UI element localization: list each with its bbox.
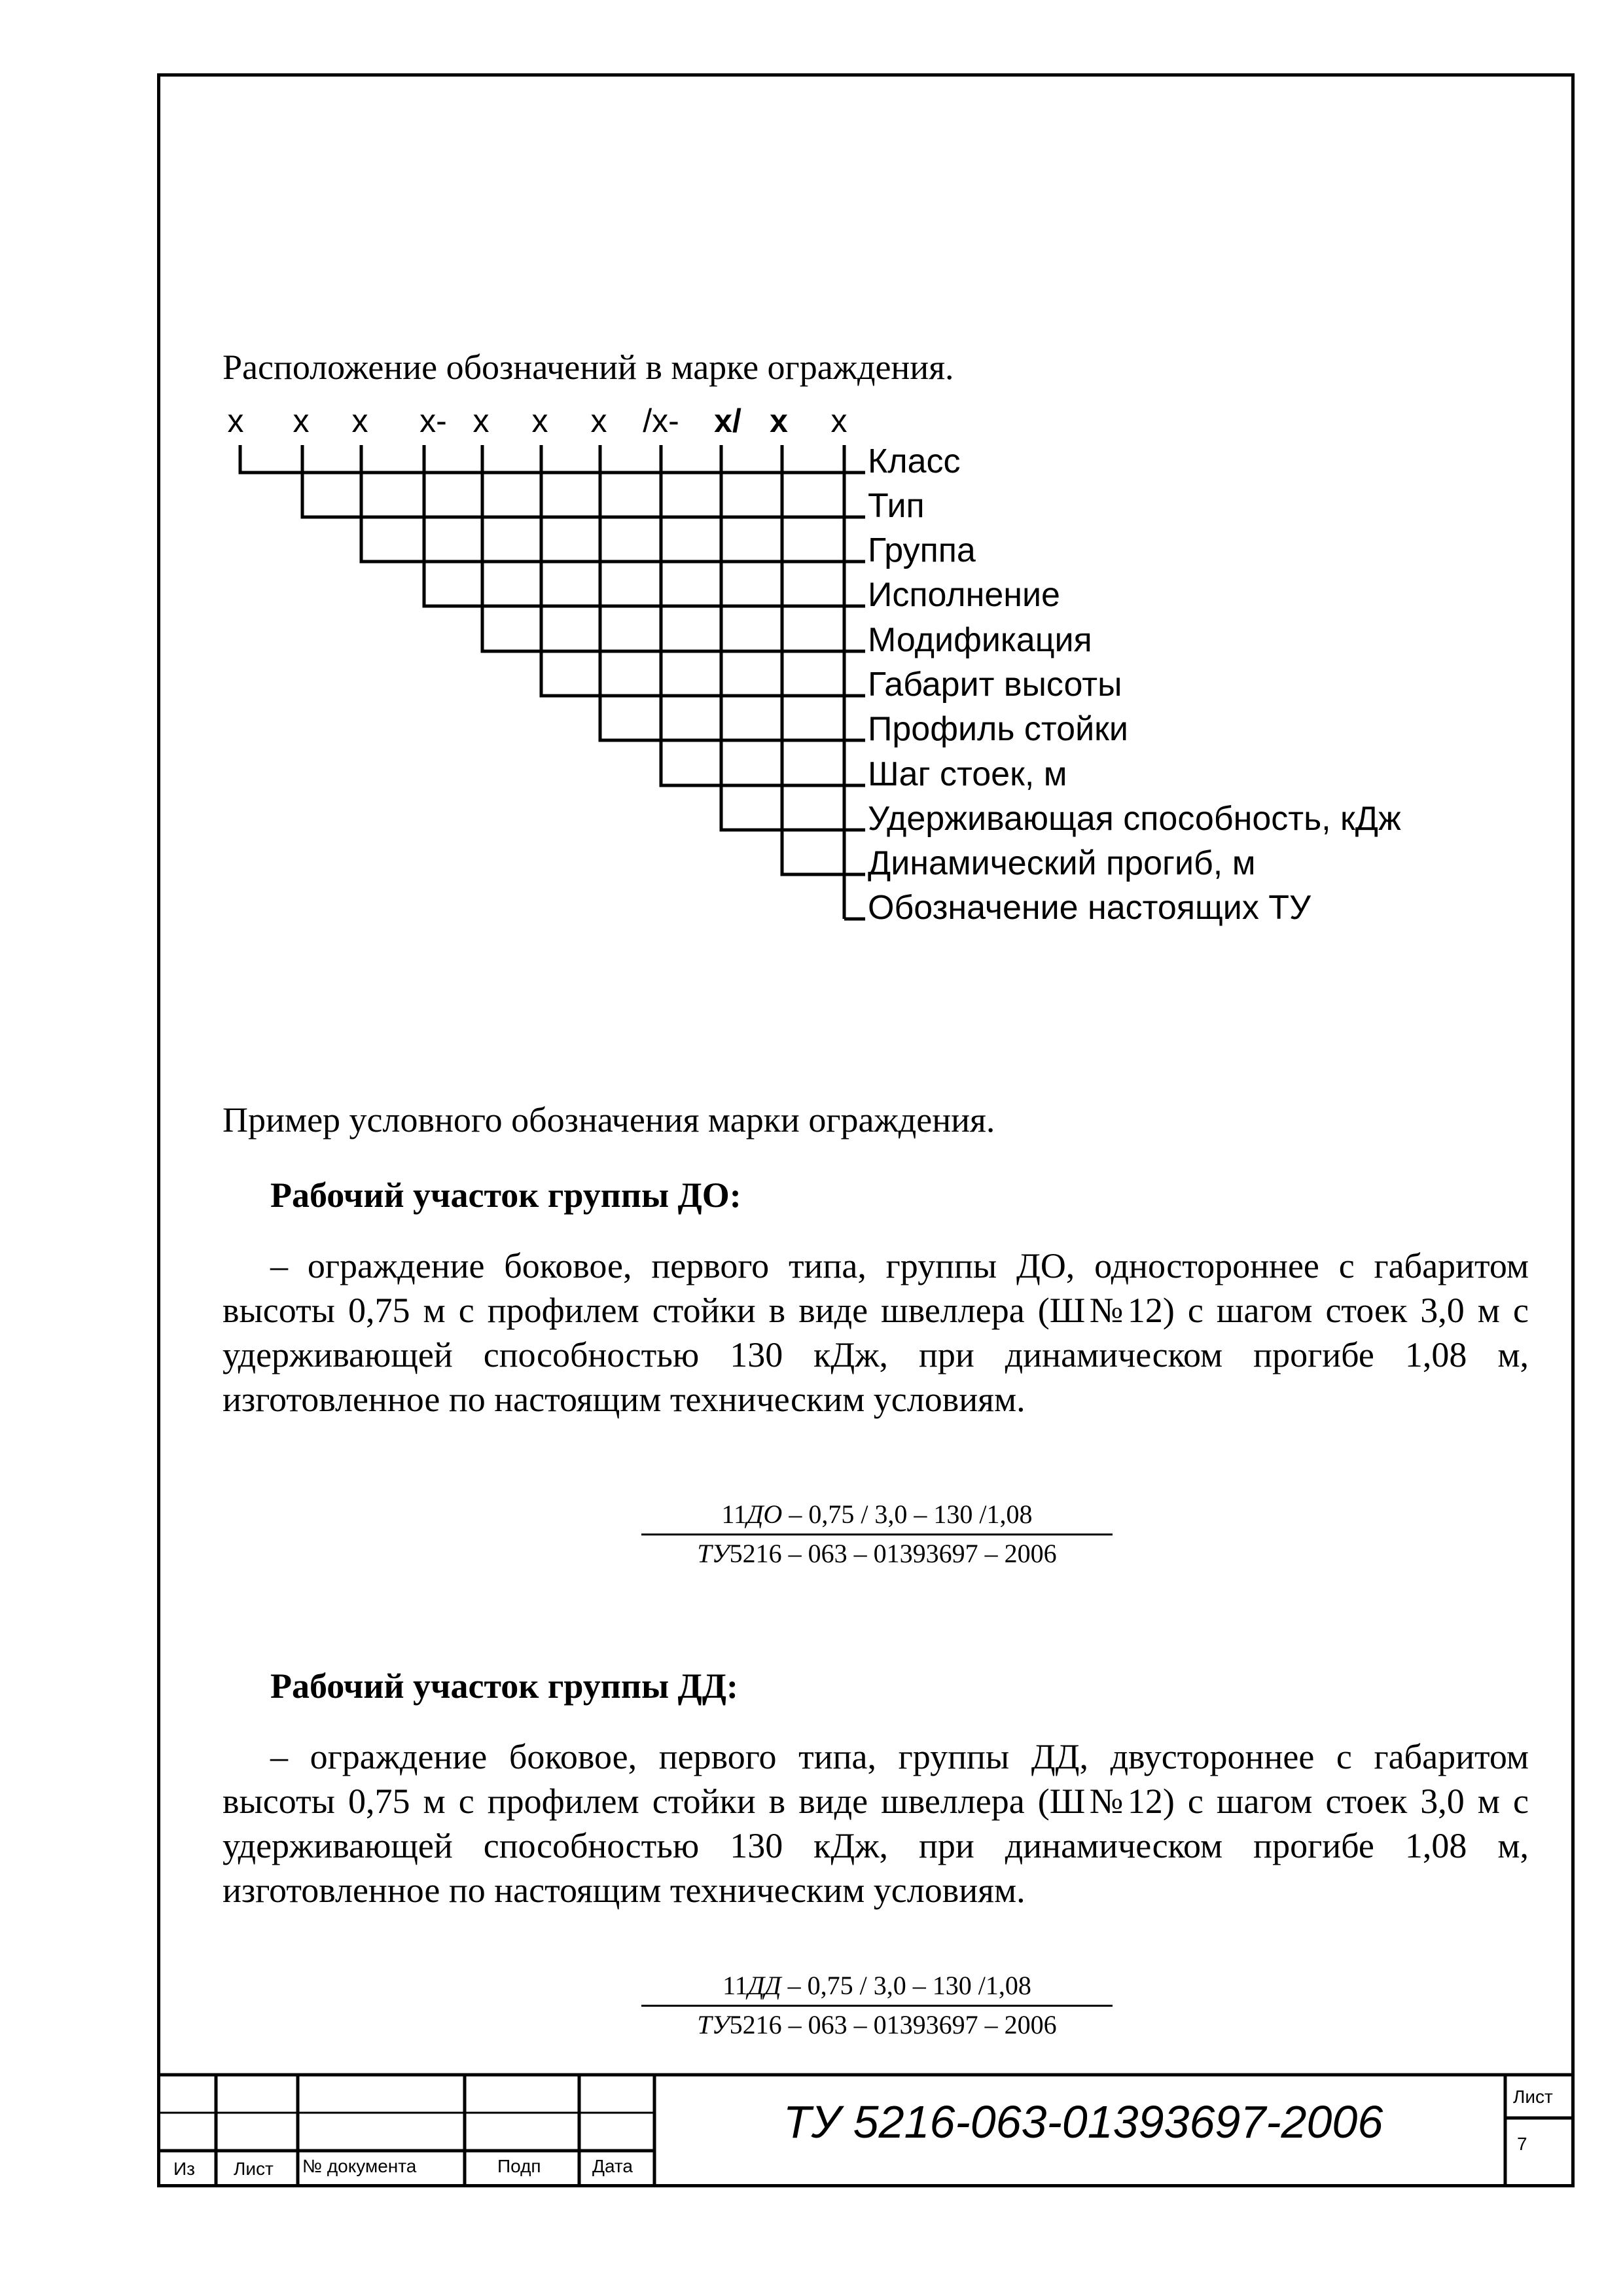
scheme-label: Исполнение bbox=[868, 576, 1060, 614]
tb-col-podp: Подп bbox=[497, 2156, 541, 2176]
scheme-label: Тип bbox=[868, 487, 925, 525]
formula-denominator: ТУ5216 – 063 – 01393697 – 2006 bbox=[641, 2005, 1113, 2040]
placeholder: x bbox=[293, 403, 310, 439]
placeholder: /x- bbox=[643, 403, 679, 439]
placeholder: x bbox=[227, 403, 244, 439]
placeholder: x bbox=[770, 403, 788, 439]
placeholder: x bbox=[531, 403, 548, 439]
tb-col-list: Лист bbox=[234, 2159, 274, 2179]
section-text-do: – ограждение боковое, первого типа, группы ДО, одностороннее с габаритом высоты 0,75 м с профилем стойки в виде швеллера (Ш№12) с шагом стоек 3,0 м с удерживающей способностью 130 кДж, при динамическом прогибе 1,08 м, изготовленное по настоящим техническим условиям. bbox=[223, 1246, 1529, 1419]
formula-denominator: ТУ5216 – 063 – 01393697 – 2006 bbox=[641, 1534, 1113, 1569]
section-title-dd: Рабочий участок группы ДД: bbox=[270, 1666, 738, 1706]
placeholder: x/ bbox=[714, 403, 741, 439]
scheme-label: Класс bbox=[868, 442, 961, 480]
formula-numerator: 11ДО – 0,75 / 3,0 – 130 /1,08 bbox=[721, 1499, 1033, 1529]
tb-col-data: Дата bbox=[592, 2156, 633, 2176]
placeholder: x- bbox=[419, 403, 447, 439]
tb-col-izm: Из bbox=[173, 2159, 195, 2179]
section-title-do: Рабочий участок группы ДО: bbox=[270, 1175, 741, 1215]
scheme-label: Удерживающая способность, кДж bbox=[868, 800, 1401, 838]
placeholder: x bbox=[351, 403, 368, 439]
placeholder: x bbox=[590, 403, 607, 439]
example-heading: Пример условного обозначения марки ограждения. bbox=[223, 1100, 995, 1139]
placeholder: x bbox=[473, 403, 490, 439]
section-text-dd: – ограждение боковое, первого типа, группы ДД, двустороннее с габаритом высоты 0,75 м с профилем стойки в виде швеллера (Ш№12) с шагом стоек 3,0 м с удерживающей способностью 130 кДж, при динамическом прогибе 1,08 м, изготовленное по настоящим техническим условиям. bbox=[223, 1737, 1529, 1910]
scheme-heading: Расположение обозначений в марке ограждения. bbox=[223, 348, 954, 387]
scheme-label: Модификация bbox=[868, 621, 1092, 659]
tb-sheet-number: 7 bbox=[1517, 2134, 1527, 2154]
tb-col-doc: № документа bbox=[302, 2156, 417, 2176]
scheme-label: Группа bbox=[868, 531, 976, 569]
formula-numerator: 11ДД – 0,75 / 3,0 – 130 /1,08 bbox=[722, 1971, 1031, 2000]
scheme-label: Шаг стоек, м bbox=[868, 755, 1067, 793]
document-code: ТУ 5216-063-01393697-2006 bbox=[783, 2096, 1383, 2147]
scheme-label: Динамический прогиб, м bbox=[868, 844, 1256, 882]
scheme-label: Обозначение настоящих ТУ bbox=[868, 889, 1311, 927]
scheme-label: Габарит высоты bbox=[868, 666, 1122, 704]
scheme-label: Профиль стойки bbox=[868, 710, 1128, 748]
placeholder: x bbox=[830, 403, 847, 439]
tb-sheet-label: Лист bbox=[1513, 2087, 1553, 2107]
